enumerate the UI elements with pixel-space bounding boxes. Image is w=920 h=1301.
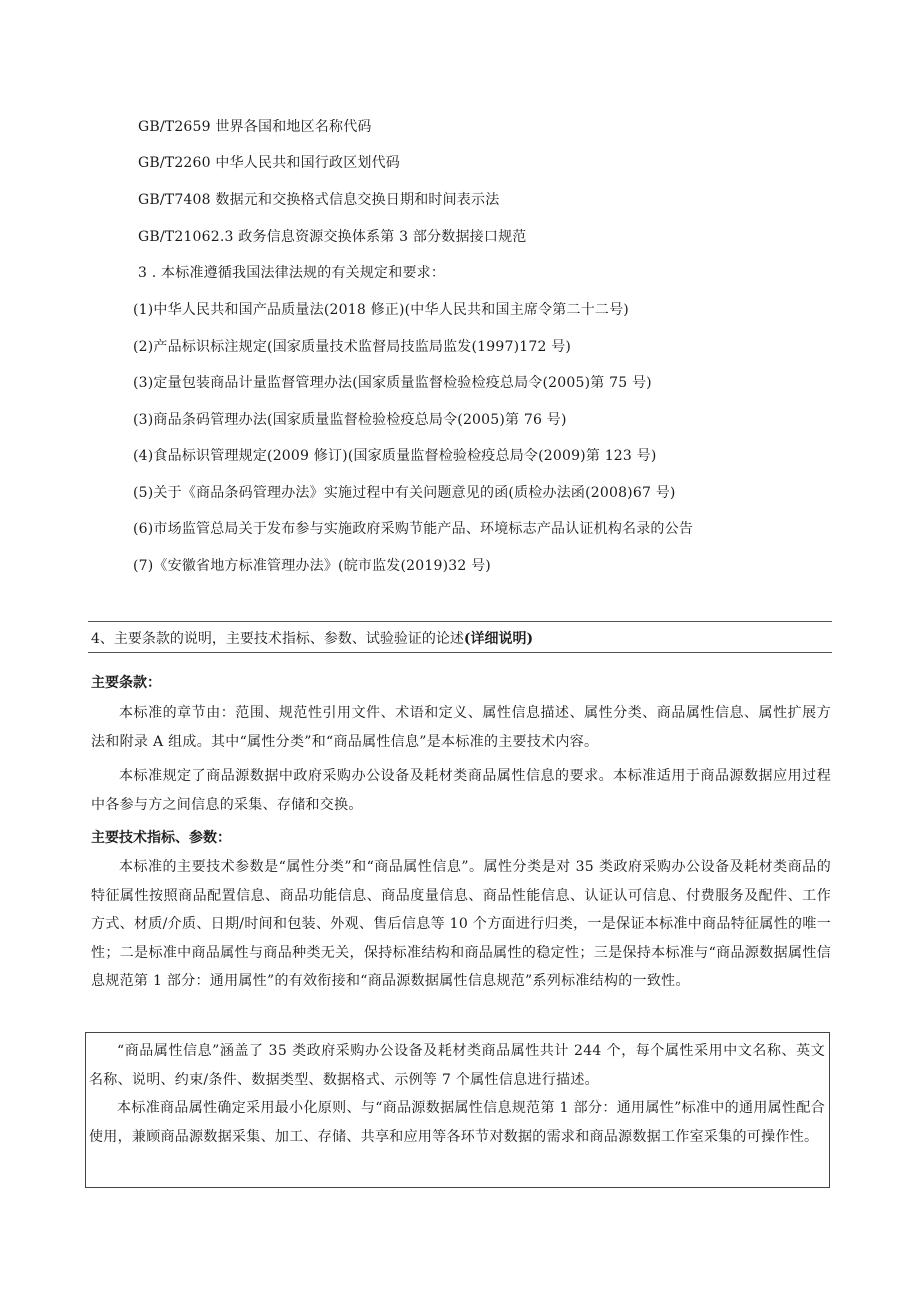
main-clauses-paragraph: 本标准规定了商品源数据中政府采购办公设备及耗材类商品属性信息的要求。本标准适用于商品源数据应用过程中各参与方之间信息的采集、存储和交换。	[91, 768, 831, 813]
section-4-title	[91, 630, 533, 648]
boxed-paragraph: “商品属性信息”涵盖了 35 类政府采购办公设备及耗材类商品属性共计 244 个，每个属性采用中文名称、英文名称、说明、约束/条件、数据类型、数据格式、示例等 7 个属性信息进行描述。	[89, 1043, 825, 1088]
divider-bottom	[88, 652, 832, 653]
reference-item: GB/T7408 数据元和交换格式信息交换日期和时间表示法	[138, 192, 500, 208]
attribute-info-box	[85, 1032, 830, 1188]
laws-intro: 3 . 本标准遵循我国法律法规的有关规定和要求：	[138, 265, 446, 281]
section-4-title-detail: (详细说明)	[463, 631, 534, 647]
divider-top	[88, 621, 832, 622]
law-item: (7)《安徽省地方标准管理办法》(皖市监发(2019)32 号)	[133, 558, 491, 574]
law-item: (5)关于《商品条码管理办法》实施过程中有关问题意见的函(质检办法函(2008)67 号)	[133, 485, 676, 501]
law-item: (2)产品标识标注规定(国家质量技术监督局技监局监发(1997)172 号)	[133, 339, 572, 355]
tech-params-paragraph: 本标准的主要技术参数是“属性分类”和“商品属性信息”。属性分类是对 35 类政府采购办公设备及耗材类商品的特征属性按照商品配置信息、商品功能信息、商品度量信息、商品性能信息、认证认可信息、付费服务及配件、工作方式、材质/介质、日期/时间和包装、外观、售后信息等 10 个方面进行归类，一是保证本标准中商品特征属性的唯一性；二是标准中商品属性与商品种类无关，保持标准结构和商品属性的稳定性；三是保持本标准与“商品源数据属性信息规范第 1 部分：通用属性”的有效衔接和“商品源数据属性信息规范”系列标准结构的一致性。	[91, 859, 831, 989]
reference-item: GB/T2659 世界各国和地区名称代码	[138, 119, 372, 135]
law-item: (6)市场监管总局关于发布参与实施政府采购节能产品、环境标志产品认证机构名录的公告	[133, 521, 694, 537]
law-item: (4)食品标识管理规定(2009 修订)(国家质量监督检验检疫总局令(2009)第 123 号)	[133, 448, 657, 464]
law-item: (1)中华人民共和国产品质量法(2018 修正)(中华人民共和国主席令第二十二号)	[133, 302, 629, 318]
law-item: (3)定量包装商品计量监督管理办法(国家质量监督检验检疫总局令(2005)第 75 号)	[133, 375, 652, 391]
reference-item: GB/T2260 中华人民共和国行政区划代码	[138, 155, 401, 171]
boxed-paragraph: 本标准商品属性确定采用最小化原则、与“商品源数据属性信息规范第 1 部分：通用属性”标准中的通用属性配合使用，兼顾商品源数据采集、加工、存储、共享和应用等各环节对数据的需求和商品源数据工作室采集的可操作性。	[89, 1100, 825, 1145]
section-4-title-text: 4、主要条款的说明，主要技术指标、参数、试验验证的论述	[91, 631, 464, 647]
main-clauses-paragraph: 本标准的章节由：范围、规范性引用文件、术语和定义、属性信息描述、属性分类、商品属性信息、属性扩展方法和附录 A 组成。其中“属性分类”和“商品属性信息”是本标准的主要技术内容。	[91, 705, 831, 750]
main-clauses-heading: 主要条款：	[91, 675, 161, 691]
law-item: (3)商品条码管理办法(国家质量监督检验检疫总局令(2005)第 76 号)	[133, 412, 567, 428]
tech-params-heading: 主要技术指标、参数：	[91, 830, 231, 846]
reference-item: GB/T21062.3 政务信息资源交换体系第 3 部分数据接口规范	[138, 229, 527, 245]
